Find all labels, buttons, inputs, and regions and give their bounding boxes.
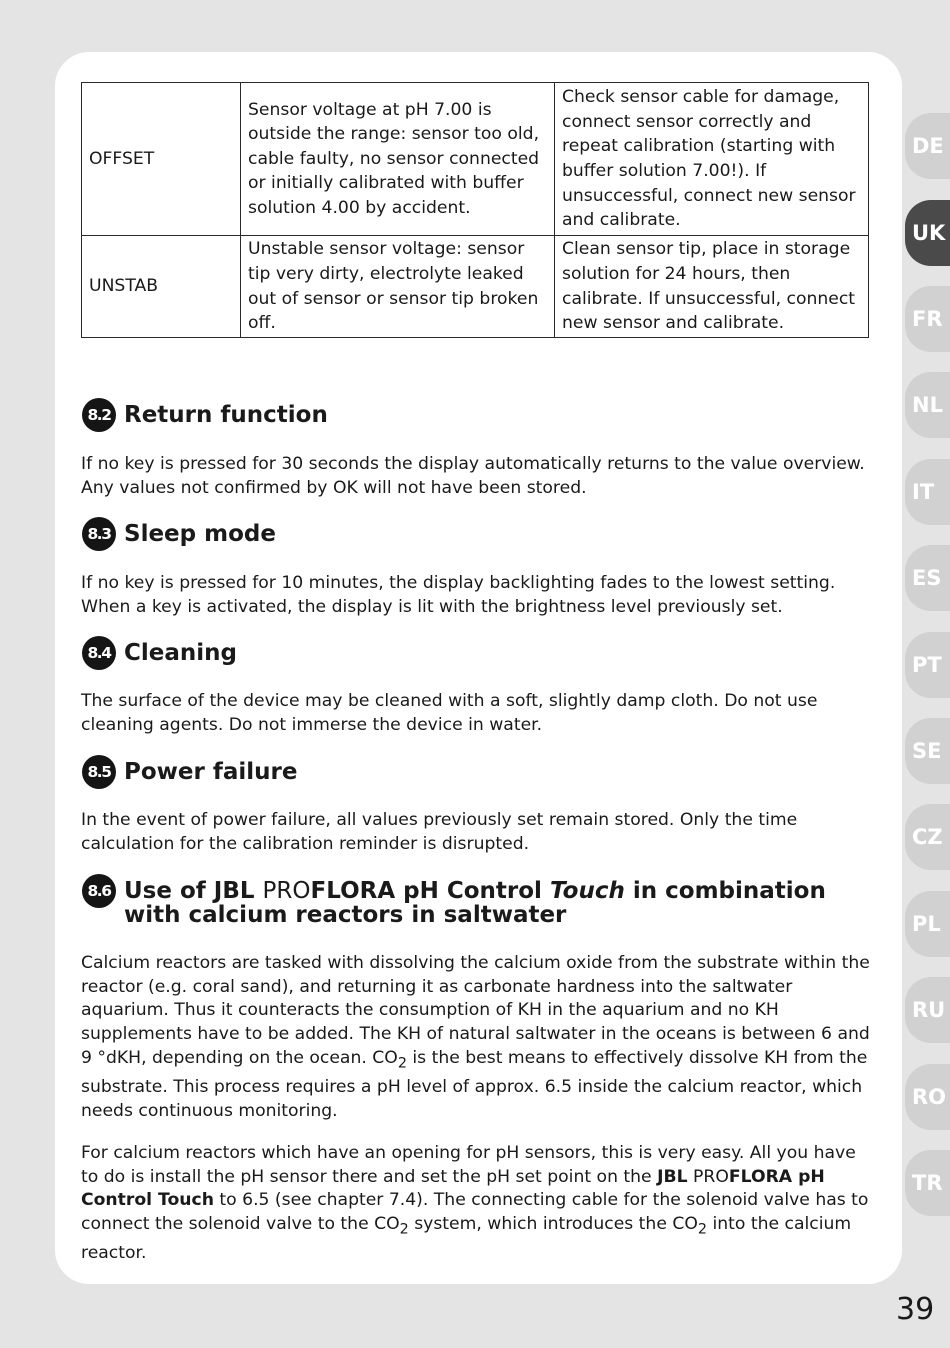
section-number-badge: 8.3 xyxy=(82,517,116,551)
language-tab-tr[interactable]: TR xyxy=(905,1150,950,1216)
section-body: If no key is pressed for 30 seconds the display automatically returns to the value overview. Any values not confirmed by OK will not have been stored. xyxy=(81,454,865,498)
section-body: For calcium reactors which have an opening for pH sensors, this is very easy. All you have to do is install the pH sensor there and set the pH set point on the JBL PROFLORA pH Control Touch to 6.5 (see chapter 7.4). The connecting cable for the solenoid valve has to connect the solenoid valve to the $CO_2$ system, which introduces the $CO_2$ into the calcium reactor. xyxy=(81,1143,869,1264)
section-number-badge: 8.5 xyxy=(82,755,116,789)
language-tab-pl[interactable]: PL xyxy=(905,891,950,957)
section-heading-sleep-mode xyxy=(82,522,276,551)
section-heading-return-function xyxy=(82,403,328,432)
section-title: Use of JBL PROFLORA pH Control Touch in combination with calcium reactors in saltwater xyxy=(124,878,826,928)
section-body: Calcium reactors are tasked with dissolving the calcium oxide from the substrate within the reactor (e.g. coral sand), and returning it as carbonate hardness into the saltwater aquarium. Thus it counteracts the consumption of KH in the aquarium and no KH supplements have to be added. The KH of natural saltwater in the oceans is between 6 and 9 °dKH, depending on the ocean. $CO_2$ is the best means to effectively dissolve KH from the substrate. This process requires a pH level of approx. 6.5 inside the calcium reactor, which needs continuous monitoring. xyxy=(81,953,870,1121)
section-heading-power-failure xyxy=(82,760,297,789)
language-tab-pt[interactable]: PT xyxy=(905,632,950,698)
section-heading-calcium-reactors xyxy=(82,879,872,927)
section-body: The surface of the device may be cleaned with a soft, slightly damp cloth. Do not use cleaning agents. Do not immerse the device in water. xyxy=(81,691,818,735)
language-tab-es[interactable]: ES xyxy=(905,545,950,611)
error-code-table xyxy=(81,82,869,338)
language-tab-cz[interactable]: CZ xyxy=(905,804,950,870)
section-number-badge: 8.6 xyxy=(82,874,116,908)
section-title: Sleep mode xyxy=(124,521,276,547)
error-remedy: Clean sensor tip, place in storage solution for 24 hours, then calibrate. If unsuccessful, connect new sensor and calibrate. xyxy=(555,236,869,338)
section-heading-cleaning xyxy=(82,641,237,670)
section-body: If no key is pressed for 10 minutes, the display backlighting fades to the lowest setting. When a key is activated, the display is lit with the brightness level previously set. xyxy=(81,573,836,617)
language-tab-it[interactable]: IT xyxy=(905,459,950,525)
language-tab-ru[interactable]: RU xyxy=(905,977,950,1043)
error-cause: Sensor voltage at pH 7.00 is outside the range: sensor too old, cable faulty, no sensor connected or initially calibrated with buffer solution 4.00 by accident. xyxy=(241,83,555,236)
section-title: Cleaning xyxy=(124,640,237,666)
section-body: In the event of power failure, all values previously set remain stored. Only the time calculation for the calibration reminder is disrupted. xyxy=(81,810,798,854)
language-tab-fr[interactable]: FR xyxy=(905,286,950,352)
page-number: 39 xyxy=(896,1292,935,1327)
error-cause: Unstable sensor voltage: sensor tip very dirty, electrolyte leaked out of sensor or sensor tip broken off. xyxy=(241,236,555,338)
section-number-badge: 8.2 xyxy=(82,398,116,432)
language-tab-se[interactable]: SE xyxy=(905,718,950,784)
section-number-badge: 8.4 xyxy=(82,636,116,670)
language-tab-de[interactable]: DE xyxy=(905,113,950,179)
language-tab-uk[interactable]: UK xyxy=(905,200,950,266)
table-row xyxy=(82,83,869,236)
error-remedy: Check sensor cable for damage, connect sensor correctly and repeat calibration (starting with buffer solution 7.00!). If unsuccessful, connect new sensor and calibrate. xyxy=(555,83,869,236)
language-tab-ro[interactable]: RO xyxy=(905,1064,950,1130)
error-code: OFFSET xyxy=(82,83,241,236)
section-title: Return function xyxy=(124,402,328,428)
table-row xyxy=(82,236,869,338)
section-title: Power failure xyxy=(124,759,298,785)
error-code: UNSTAB xyxy=(82,236,241,338)
language-tab-nl[interactable]: NL xyxy=(905,372,950,438)
